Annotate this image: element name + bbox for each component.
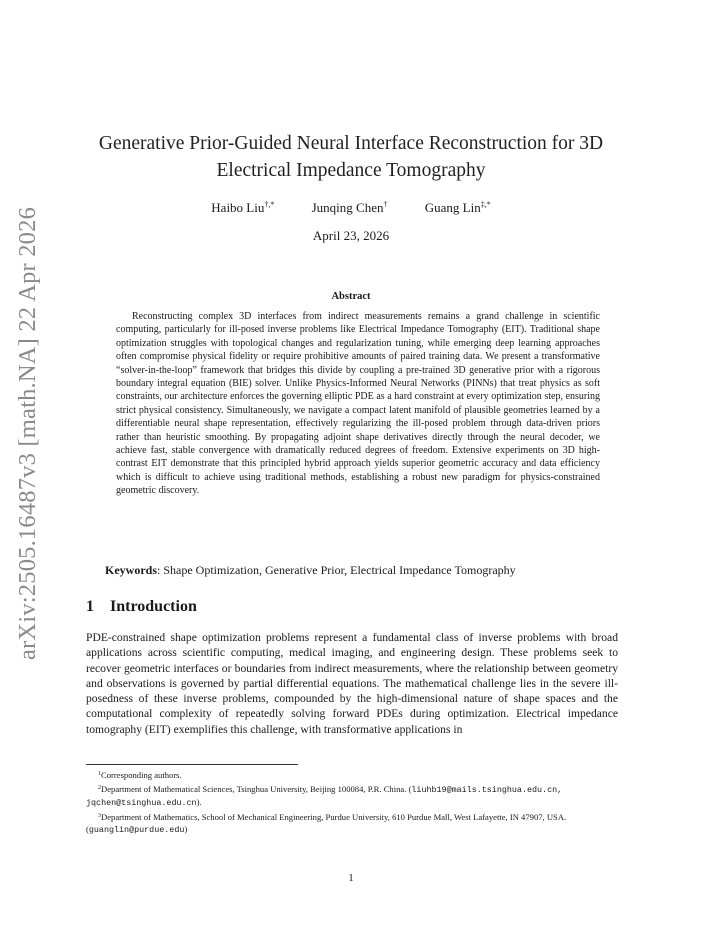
- author-marks: †: [383, 200, 388, 209]
- author-1: [211, 200, 274, 216]
- author-list: [80, 200, 622, 216]
- email-link[interactable]: guanglin@purdue.edu: [88, 825, 185, 836]
- page-number: 1: [348, 872, 354, 884]
- footnote-mark: 2: [98, 784, 101, 791]
- section-heading: [86, 598, 197, 616]
- author-name: Junqing Chen: [311, 200, 384, 215]
- keywords-text: : Shape Optimization, Generative Prior, Electrical Impedance Tomography: [157, 563, 516, 577]
- author-3: [425, 200, 491, 216]
- paper-date: April 23, 2026: [312, 228, 390, 243]
- keywords-line: [105, 563, 625, 578]
- footnotes: [86, 768, 618, 837]
- email-link[interactable]: liuhb19@mails.tsinghua.edu.cn, jqchen@tsinghua.edu.cn: [86, 784, 563, 809]
- footnote-mark: 1: [98, 771, 101, 777]
- arxiv-identifier-stamp: arXiv:2505.16487v3 [math.NA] 22 Apr 2026: [14, 206, 41, 660]
- footnote-text: Corresponding authors.: [101, 770, 182, 780]
- abstract-text: Reconstructing complex 3D interfaces from indirect measurements remains a grand challenge in scientific computing, particularly for ill-posed inverse problems like Electrical Impedance Tomography (EIT). Traditional shape optimization struggles with topological changes and regularization tuning, while emerging deep learning approaches often compromise physical fidelity or require prohibitive amounts of paired training data. We present a transformative “solver-in-the-loop” framework that bridges this divide by coupling a pre-trained 3D generative prior with a rigorous boundary integral equation (BIE) solver. Unlike Physics-Informed Neural Networks (PINNs) that treat physics as soft constraints, our architecture enforces the governing elliptic PDE as a hard constraint at every optimization step, ensuring strict physical consistency. Simultaneously, we navigate a compact latent manifold of plausible geometries learned by a differentiable neural shape representation, effectively regularizing the ill-posed problem through data-driven priors rather than heuristic smoothing. By propagating adjoint shape derivatives directly through the neural decoder, we achieve fast, stable convergence with dramatically reduced degrees of freedom. Extensive experiments on 3D high-contrast EIT demonstrate that this principled hybrid approach yields superior geometric accuracy and data efficiency which is difficult to achieve using traditional methods, establishing a robust new paradigm for physics-constrained geometric discovery.: [116, 311, 600, 497]
- paper-title: Generative Prior-Guided Neural Interface Reconstruction for 3D Electrical Impedance Tomography: [98, 133, 604, 181]
- abstract-heading: Abstract: [331, 291, 371, 302]
- footnote-close: ): [184, 824, 188, 835]
- author-marks: ‡,*: [480, 200, 491, 209]
- introduction-paragraph: PDE-constrained shape optimization problems represent a fundamental class of inverse problems with broad applications across scientific computing, medical imaging, and engineering design. These problems seek to recover geometric interfaces or boundaries from indirect measurements, where the relationship between geometry and observations is governed by partial differential equations. The mathematical challenge lies in the severe ill-posedness of these inverse problems, compounded by the high-dimensional nature of shape spaces and the computational complexity of repeatedly solving forward PDEs during optimization. Electrical impedance tomography (EIT) exemplifies this challenge, with transformative applications in: [86, 631, 618, 736]
- author-name: Guang Lin: [424, 200, 481, 215]
- author-name: Haibo Liu: [211, 200, 265, 215]
- footnote-affiliation-purdue: [86, 810, 618, 837]
- footnote-rule: [86, 764, 298, 765]
- footnote-affiliation-tsinghua: [86, 782, 618, 810]
- section-number: 1: [86, 598, 94, 615]
- section-title: Introduction: [110, 598, 197, 615]
- author-2: [312, 200, 388, 216]
- footnote-text: Department of Mathematics, School of Mechanical Engineering, Purdue University, 610 Purdue Mall, West Lafayette, IN 47907, USA. (: [86, 811, 567, 835]
- footnote-close: ).: [196, 797, 202, 808]
- author-marks: †,*: [264, 200, 275, 209]
- footnote-mark: 3: [98, 812, 101, 819]
- footnote-text: Department of Mathematical Sciences, Tsinghua University, Beijing 100084, P.R. China. (: [101, 783, 412, 794]
- keywords-label: Keywords: [105, 563, 157, 577]
- footnote-corresponding: [86, 768, 618, 782]
